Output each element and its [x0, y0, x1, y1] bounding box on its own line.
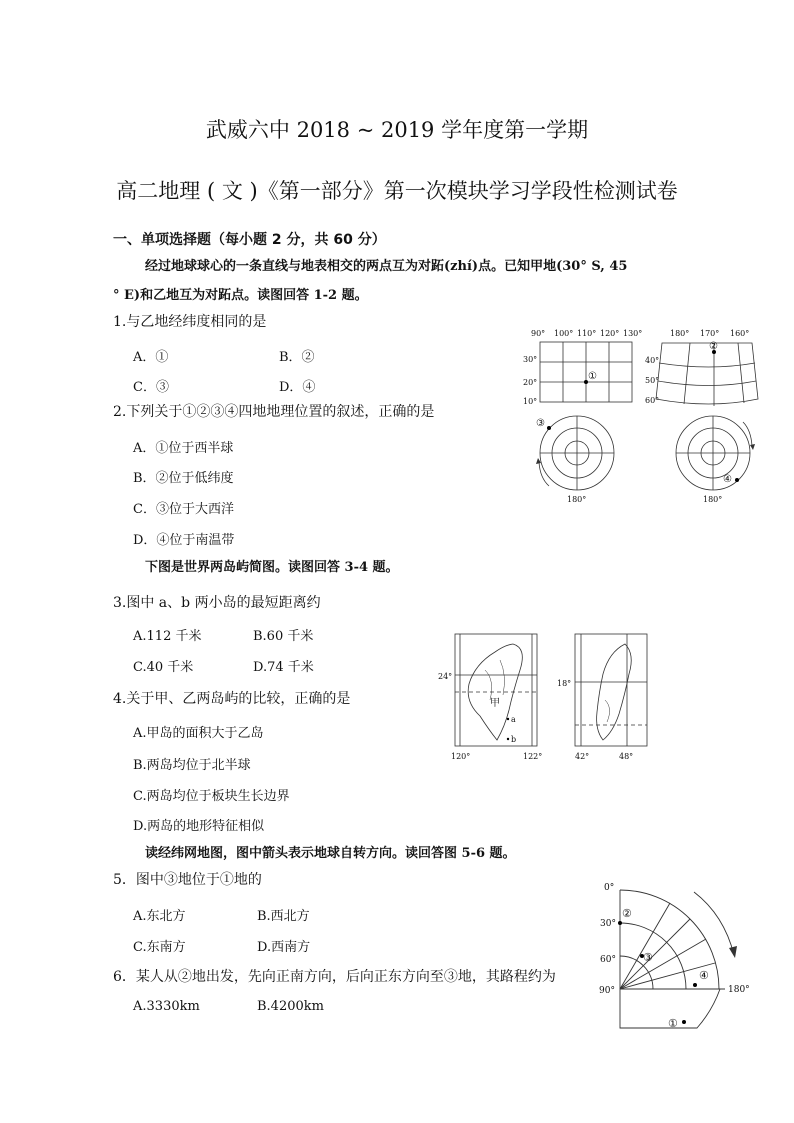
quarter-lat-label: 90°: [599, 986, 615, 996]
grid1-left-label: 10°: [523, 397, 538, 406]
q5-option-d[interactable]: D.西南方: [257, 940, 311, 955]
rotation-arrow-icon: [729, 946, 737, 958]
q2-option-c[interactable]: C．③位于大西洋: [133, 502, 234, 517]
section-heading: 一、单项选择题（每小题 2 分，共 60 分）: [113, 232, 386, 248]
q4-option-a[interactable]: A.甲岛的面积大于乙岛: [133, 726, 264, 741]
q4-option-d[interactable]: D.两岛的地形特征相似: [133, 819, 265, 834]
grid1-top-label: 130°: [623, 329, 643, 338]
question-4: 4.关于甲、乙两岛屿的比较，正确的是: [113, 691, 351, 707]
grid1-left-label: 20°: [523, 378, 538, 387]
grid2-top-label: 180°: [670, 329, 690, 338]
quarter-point-label: ①: [668, 1017, 678, 1030]
polar2-point-label: ④: [723, 474, 732, 485]
quarter-lat-label: 0°: [604, 883, 615, 893]
q1-option-c[interactable]: C．③: [133, 380, 169, 395]
island-a-point-b: b: [511, 735, 517, 744]
polar-map-1: [525, 410, 635, 505]
q6-option-a[interactable]: A.3330km: [133, 999, 200, 1014]
quarter-point-4-marker: [693, 983, 697, 987]
page-subtitle: 高二地理 ( 文 )《第一部分》第一次模块学习学段性检测试卷: [116, 179, 678, 203]
q3-option-b[interactable]: B.60 千米: [253, 629, 314, 644]
grid1-top-label: 120°: [600, 329, 620, 338]
island-a-dot-a: [507, 718, 509, 720]
island-a-lat-label: 24°: [438, 672, 453, 681]
grid1-left-label: 30°: [523, 355, 538, 364]
grid2-left-label: 50°: [645, 376, 660, 385]
quarter-right-label: 180°: [728, 985, 750, 995]
quarter-graticule-map: [592, 880, 762, 1045]
island-map-a: [435, 630, 545, 765]
grid2-top-label: 170°: [700, 329, 720, 338]
rotation-arrow-icon: [750, 444, 755, 450]
question-1: 1.与乙地经纬度相同的是: [113, 314, 267, 330]
polar1-bottom-label: 180°: [567, 495, 587, 504]
q2-option-b[interactable]: B．②位于低纬度: [133, 471, 234, 486]
quarter-point-label: ④: [699, 969, 709, 982]
intro-text-2: 下图是世界两岛屿简图。读图回答 3-4 题。: [145, 560, 399, 575]
q5-option-a[interactable]: A.东北方: [133, 909, 186, 924]
polar1-point-marker: [547, 426, 551, 430]
island-a-lon-label: 122°: [523, 752, 543, 761]
quarter-point-2-marker: [618, 921, 622, 925]
grid1-top-label: 90°: [531, 329, 546, 338]
polar1-point-label: ③: [536, 418, 545, 429]
q3-option-d[interactable]: D.74 千米: [253, 660, 314, 675]
page-title: 武威六中 2018 ~ 2019 学年度第一学期: [205, 118, 589, 142]
island-a-dot-b: [507, 738, 509, 740]
polar2-point-marker: [735, 478, 739, 482]
quarter-point-1-marker: [682, 1020, 686, 1024]
q1-option-a[interactable]: A．①: [133, 350, 169, 365]
q6-option-b[interactable]: B.4200km: [257, 999, 324, 1014]
polar-map-2: [665, 410, 775, 505]
intro-text-line1: 经过地球球心的一条直线与地表相交的两点互为对跖(zhí)点。已知甲地(30° S, 45: [145, 259, 628, 274]
quarter-point-label: ②: [622, 907, 632, 920]
quarter-point-label: ③: [643, 951, 653, 964]
q3-option-a[interactable]: A.112 千米: [133, 629, 202, 644]
q4-option-c[interactable]: C.两岛均位于板块生长边界: [133, 789, 290, 804]
island-a-point-a: a: [511, 715, 516, 724]
quarter-lat-label: 30°: [600, 919, 616, 929]
q5-option-c[interactable]: C.东南方: [133, 940, 186, 955]
q2-option-a[interactable]: A．①位于西半球: [133, 441, 234, 456]
grid2-point-label: ②: [709, 341, 718, 352]
intro-text-line2: ° E)和乙地互为对跖点。读图回答 1-2 题。: [113, 288, 368, 303]
grid2-top-label: 160°: [730, 329, 750, 338]
grid-map-1: [518, 325, 648, 410]
island-b-lat-label: 18°: [557, 679, 572, 688]
q2-option-d[interactable]: D．④位于南温带: [133, 533, 235, 548]
grid1-top-label: 100°: [554, 329, 574, 338]
q4-option-b[interactable]: B.两岛均位于北半球: [133, 758, 251, 773]
polar2-bottom-label: 180°: [703, 495, 723, 504]
island-a-lon-label: 120°: [451, 752, 471, 761]
quarter-lat-label: 60°: [600, 955, 616, 965]
island-b-lon-label: 48°: [619, 752, 634, 761]
island-a-name: 甲: [490, 698, 500, 709]
grid-map-2: [640, 325, 780, 410]
question-2: 2.下列关于①②③④四地地理位置的叙述，正确的是: [113, 404, 435, 420]
grid2-left-label: 40°: [645, 356, 660, 365]
grid1-top-label: 110°: [577, 329, 597, 338]
island-map-b: [555, 630, 655, 765]
q5-option-b[interactable]: B.西北方: [257, 909, 310, 924]
q3-option-c[interactable]: C.40 千米: [133, 660, 194, 675]
q1-option-d[interactable]: D．④: [279, 380, 316, 395]
island-b-lon-label: 42°: [575, 752, 590, 761]
grid2-left-label: 60°: [645, 396, 660, 405]
intro-text-3: 读经纬网地图，图中箭头表示地球自转方向。读回答图 5-6 题。: [145, 846, 516, 861]
q1-option-b[interactable]: B．②: [279, 350, 315, 365]
question-5: 5．图中③地位于①地的: [113, 872, 262, 888]
question-6: 6．某人从②地出发，先向正南方向，后向正东方向至③地，其路程约为: [113, 969, 556, 985]
question-3: 3.图中 a、b 两小岛的最短距离约: [113, 595, 321, 611]
grid1-point-label: ①: [588, 371, 597, 382]
